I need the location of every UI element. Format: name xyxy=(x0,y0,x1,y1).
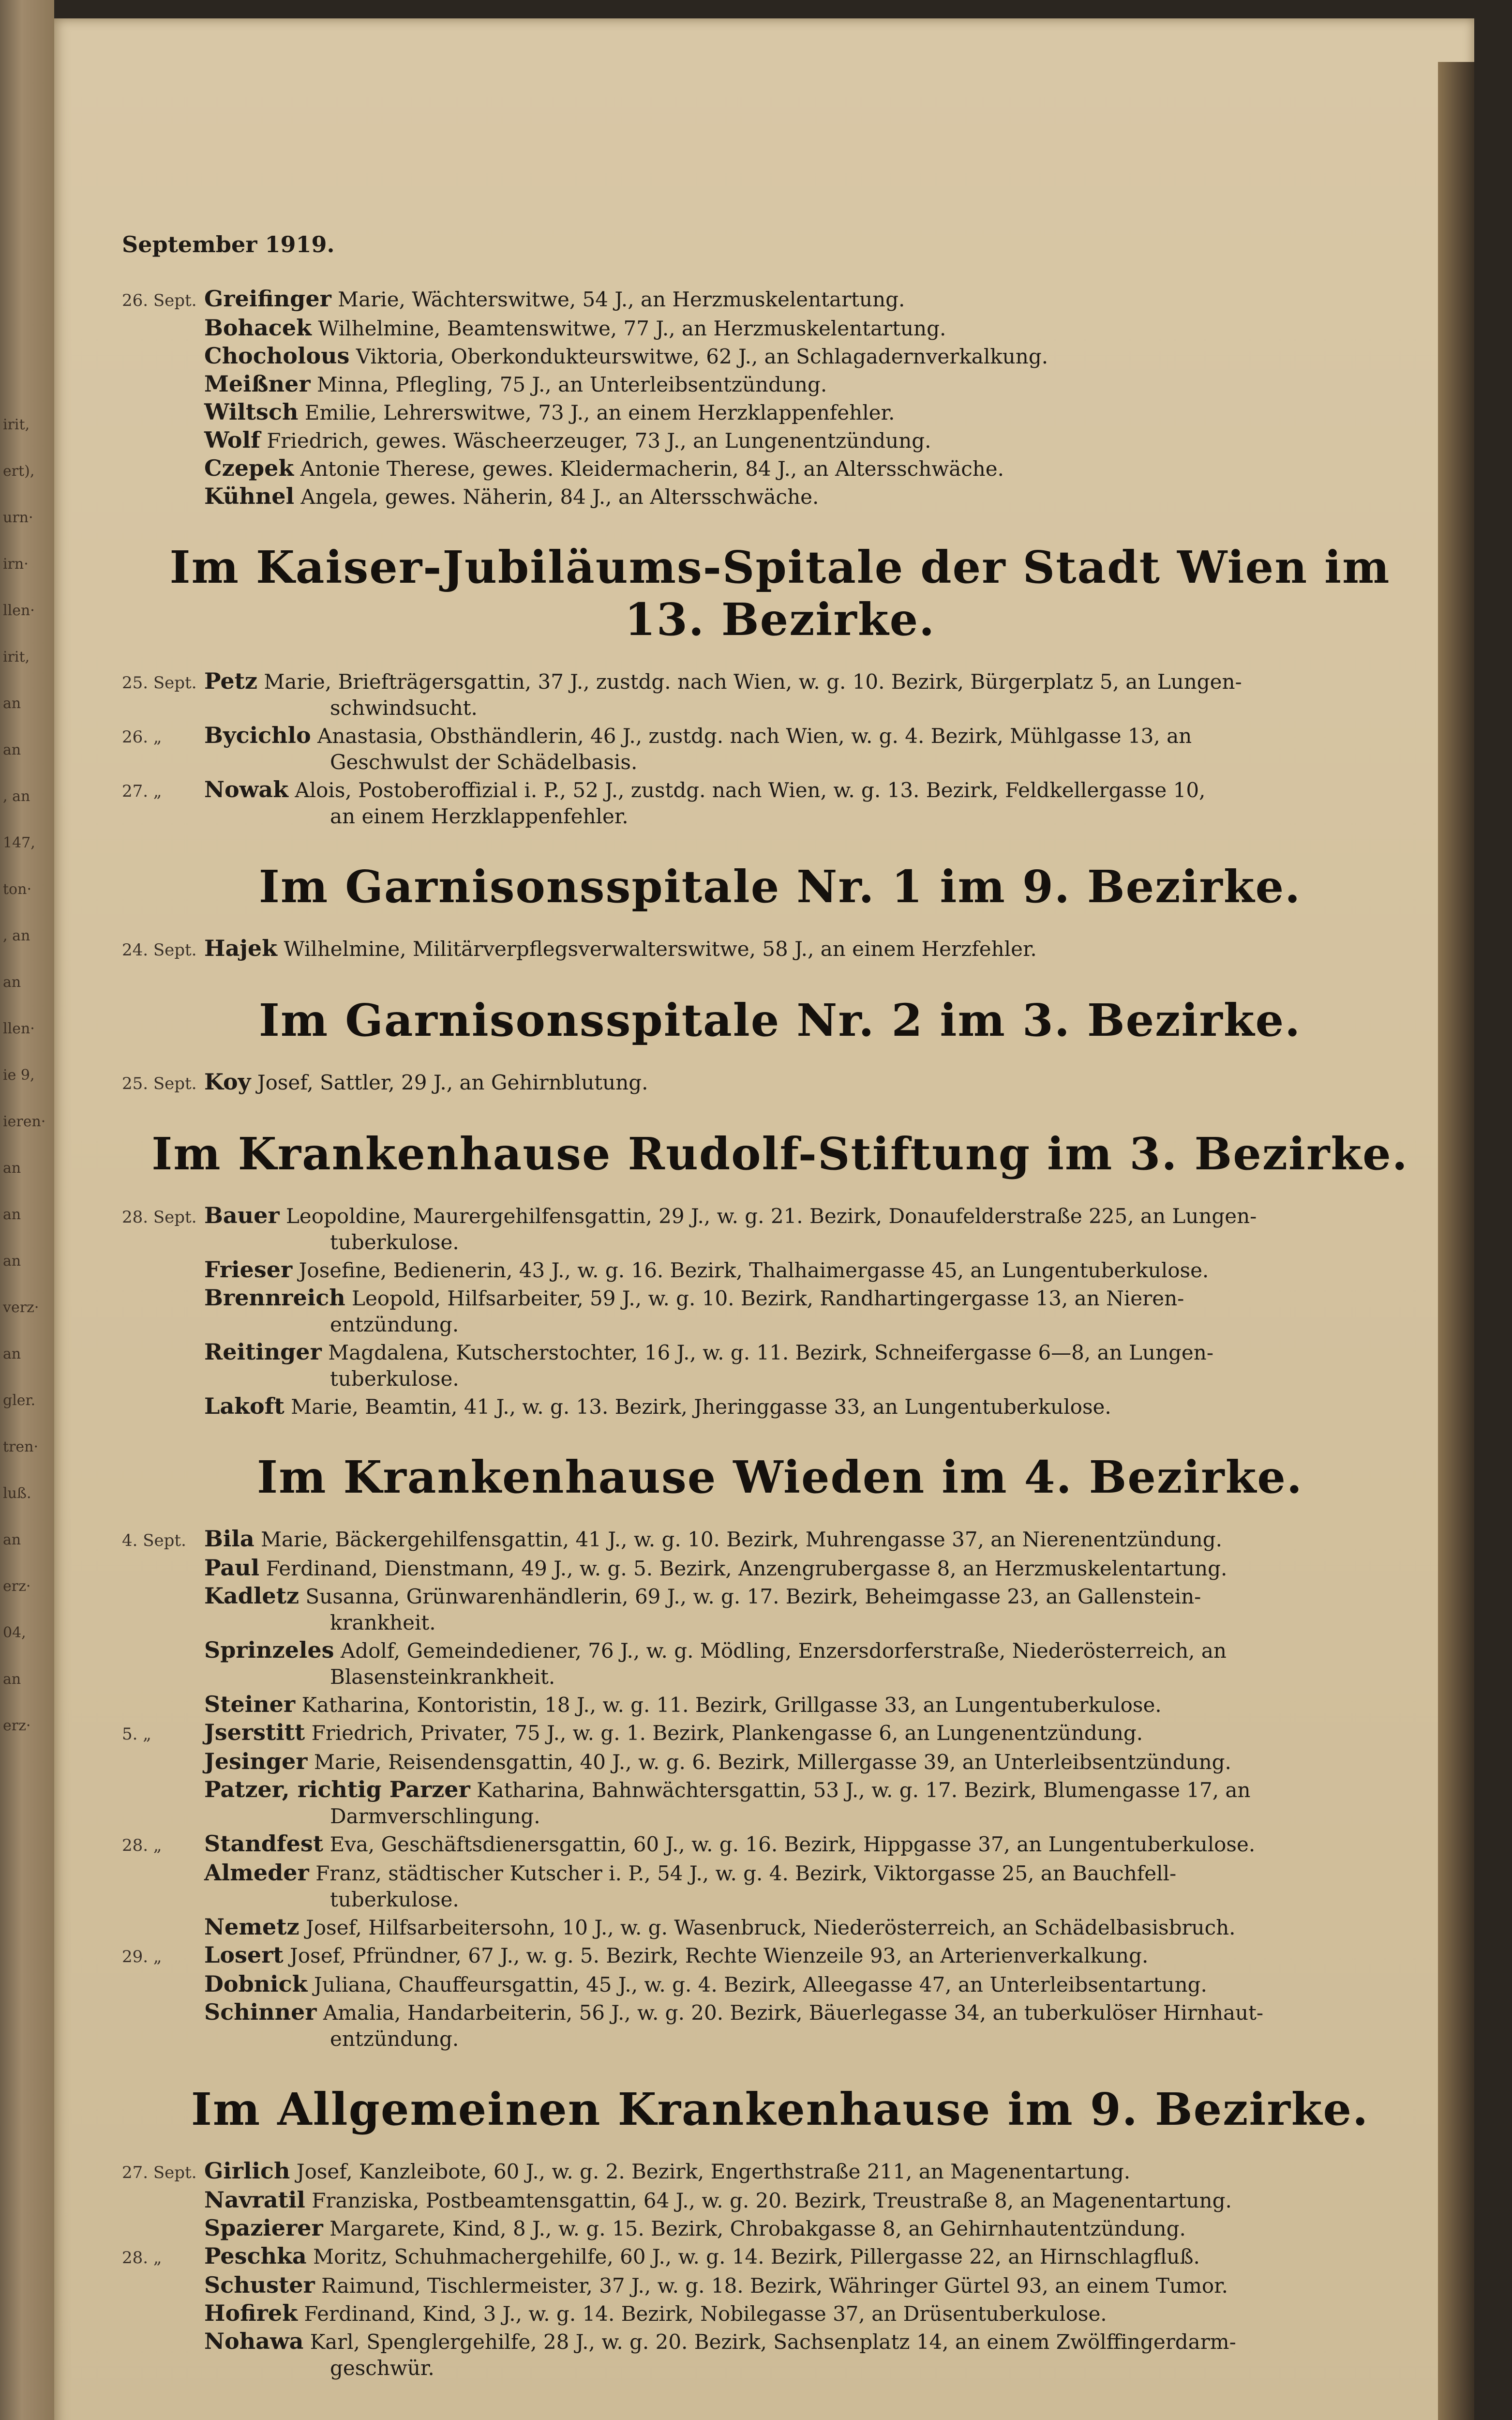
death-entry xyxy=(122,1526,1438,1554)
margin-fragment: llen· xyxy=(3,602,35,619)
entry-details: Antonie Therese, gewes. Kleidermacherin, 84 J., an Altersschwäche. xyxy=(294,457,1004,481)
entry-surname: Sprinzeles xyxy=(204,1637,334,1663)
entry-details: Adolf, Gemeindediener, 76 J., w. g. Mödling, Enzersdorferstraße, Niederösterreich, an xyxy=(334,1639,1227,1663)
entry-surname: Brennreich xyxy=(204,1285,345,1311)
entry-date xyxy=(122,1555,204,1582)
entry-text xyxy=(204,286,1438,314)
entry-details: Eva, Geschäftsdienersgattin, 60 J., w. g. 16. Bezirk, Hippgasse 37, an Lungentuberkulose. xyxy=(323,1832,1256,1856)
entry-surname: Peschka xyxy=(204,2243,307,2269)
death-entry xyxy=(122,2215,1438,2242)
entry-date xyxy=(122,315,204,342)
entry-text xyxy=(204,1860,1438,1913)
death-entry xyxy=(122,668,1438,721)
death-entry xyxy=(122,1776,1438,1830)
death-entry xyxy=(122,2187,1438,2214)
death-entry xyxy=(122,1637,1438,1690)
entry-date xyxy=(122,2300,204,2327)
entry-surname: Bauer xyxy=(204,1202,280,1228)
margin-fragment: erz· xyxy=(3,1717,31,1734)
page-content xyxy=(122,231,1438,2393)
entry-text xyxy=(204,427,1438,454)
death-entry xyxy=(122,1069,1438,1097)
entry-details: Emilie, Lehrerswitwe, 73 J., an einem Herzklappenfehler. xyxy=(298,401,895,424)
section-title: Im Krankenhause Wieden im 4. Bezirke. xyxy=(257,1451,1303,1503)
entry-text xyxy=(204,399,1438,426)
entry-details: Josef, Pfründner, 67 J., w. g. 5. Bezirk, Rechte Wienzeile 93, an Arterienverkalkung. xyxy=(283,1944,1149,1967)
margin-fragment: ton· xyxy=(3,881,31,898)
section-title: Im Kaiser-Jubiläums-Spitale der Stadt Wien im 13. Bezirke. xyxy=(169,541,1391,646)
entry-details: Friedrich, gewes. Wäscheerzeuger, 73 J., an Lungenentzündung. xyxy=(260,429,931,453)
entry-date xyxy=(122,1691,204,1718)
death-entry xyxy=(122,1555,1438,1582)
entry-surname: Wolf xyxy=(204,427,260,453)
entry-details: Wilhelmine, Militärverpflegsverwalterswitwe, 58 J., an einem Herzfehler. xyxy=(277,937,1037,961)
entry-surname: Bycichlo xyxy=(204,722,311,748)
entry-surname: Navratil xyxy=(204,2187,305,2213)
entry-continuation: entzündung. xyxy=(330,2027,459,2051)
entry-surname: Nowak xyxy=(204,776,289,802)
section-title: Im Garnisonsspitale Nr. 2 im 3. Bezirke. xyxy=(258,994,1302,1046)
entry-details: Susanna, Grünwarenhändlerin, 69 J., w. g. 17. Bezirk, Beheimgasse 23, an Gallenstein- xyxy=(299,1585,1201,1608)
death-entry xyxy=(122,776,1438,830)
death-entry xyxy=(122,1999,1438,2052)
entry-text xyxy=(204,315,1438,342)
entry-details: Magdalena, Kutscherstochter, 16 J., w. g. 11. Bezirk, Schneifergasse 6—8, an Lungen- xyxy=(321,1341,1214,1364)
entry-surname: Wiltsch xyxy=(204,399,299,425)
entry-surname: Standfest xyxy=(204,1830,324,1857)
entry-date xyxy=(122,371,204,398)
entry-text xyxy=(204,1285,1438,1338)
entry-date xyxy=(122,455,204,482)
entry-text xyxy=(204,1719,1438,1747)
entry-date: 26. Sept. xyxy=(122,291,197,310)
entry-details: Marie, Reisendensgattin, 40 J., w. g. 6. Bezirk, Millergasse 39, an Unterleibsentzündung. xyxy=(307,1750,1231,1774)
entry-surname: Schinner xyxy=(204,1999,317,2025)
entry-date: 4. Sept. xyxy=(122,1531,186,1550)
margin-fragment: gler. xyxy=(3,1392,36,1409)
death-entry xyxy=(122,455,1438,482)
entry-date: 24. Sept. xyxy=(122,940,197,960)
entry-date xyxy=(122,483,204,510)
entry-date: 25. Sept. xyxy=(122,673,197,693)
entry-text xyxy=(204,2272,1438,2299)
margin-fragment: an xyxy=(3,1671,21,1688)
entry-text xyxy=(204,1776,1438,1830)
entry-details: Amalia, Handarbeiterin, 56 J., w. g. 20. Bezirk, Bäuerlegasse 34, an tuberkulöser Hirnhaut- xyxy=(316,2001,1264,2025)
entry-details: Josef, Hilfsarbeitersohn, 10 J., w. g. Wasenbruck, Niederösterreich, an Schädelbasisbruch. xyxy=(299,1916,1236,1939)
entry-details: Josefine, Bedienerin, 43 J., w. g. 16. Bezirk, Thalhaimergasse 45, an Lungentuberkulose. xyxy=(292,1258,1209,1282)
entry-date: 27. „ xyxy=(122,782,162,801)
entry-surname: Jserstitt xyxy=(204,1719,305,1745)
entry-surname: Steiner xyxy=(204,1691,296,1717)
month-header: September 1919. xyxy=(122,231,335,257)
death-entry xyxy=(122,399,1438,426)
entry-details: Leopold, Hilfsarbeiter, 59 J., w. g. 10. Bezirk, Randhartingergasse 13, an Nieren- xyxy=(345,1286,1184,1310)
death-entry xyxy=(122,343,1438,370)
sections-container xyxy=(122,286,1438,2393)
entry-date xyxy=(122,399,204,426)
entry-date xyxy=(122,1583,204,1636)
entry-continuation: Darmverschlingung. xyxy=(330,1804,540,1828)
entry-details: Raimund, Tischlermeister, 37 J., w. g. 18. Bezirk, Währinger Gürtel 93, an einem Tumor. xyxy=(314,2274,1228,2298)
entry-details: Ferdinand, Kind, 3 J., w. g. 14. Bezirk, Nobilegasse 37, an Drüsentuberkulose. xyxy=(297,2302,1107,2326)
entry-text xyxy=(204,1583,1438,1636)
entry-date: 28. Sept. xyxy=(122,1208,197,1227)
entry-text xyxy=(204,483,1438,510)
entry-details: Karl, Spenglergehilfe, 28 J., w. g. 20. Bezirk, Sachsenplatz 14, an einem Zwölffingerdarm- xyxy=(303,2330,1236,2354)
entry-text xyxy=(204,1748,1438,1775)
death-entry xyxy=(122,1830,1438,1859)
entry-details: Viktoria, Oberkondukteurswitwe, 62 J., an Schlagadernverkalkung. xyxy=(349,345,1048,368)
death-entry xyxy=(122,1971,1438,1998)
entry-details: Minna, Pflegling, 75 J., an Unterleibsentzündung. xyxy=(310,373,827,396)
entry-text xyxy=(204,1942,1438,1970)
entry-details: Katharina, Bahnwächtersgattin, 53 J., w. g. 17. Bezirk, Blumengasse 17, an xyxy=(470,1778,1251,1802)
entry-surname: Chocholous xyxy=(204,343,350,369)
entry-surname: Petz xyxy=(204,668,257,694)
entry-date xyxy=(122,1860,204,1913)
entry-surname: Koy xyxy=(204,1069,251,1095)
entry-continuation: tuberkulose. xyxy=(330,1888,459,1911)
section-gap xyxy=(122,511,1438,522)
entry-text xyxy=(204,1914,1438,1941)
death-entry xyxy=(122,286,1438,314)
death-entry xyxy=(122,1719,1438,1747)
entry-text xyxy=(204,1339,1438,1392)
entry-text xyxy=(204,1971,1438,1998)
entry-text xyxy=(204,371,1438,398)
entry-date: 29. „ xyxy=(122,1947,162,1966)
entry-date xyxy=(122,1999,204,2052)
margin-fragment: tren· xyxy=(3,1438,39,1455)
entry-surname: Hofirek xyxy=(204,2300,298,2326)
entry-details: Alois, Postoberoffizial i. P., 52 J., zustdg. nach Wien, w. g. 13. Bezirk, Feldkellergasse 10, xyxy=(288,778,1206,802)
section-title: Im Garnisonsspitale Nr. 1 im 9. Bezirke. xyxy=(258,861,1302,913)
section-gap xyxy=(122,2053,1438,2064)
entry-date xyxy=(122,1776,204,1830)
entry-text xyxy=(204,455,1438,482)
entry-details: Marie, Briefträgersgattin, 37 J., zustdg. nach Wien, w. g. 10. Bezirk, Bürgerplatz 5, an Lungen- xyxy=(257,670,1242,694)
entry-details: Angela, gewes. Näherin, 84 J., an Altersschwäche. xyxy=(294,485,819,509)
death-entry xyxy=(122,427,1438,454)
death-entry xyxy=(122,1202,1438,1255)
entry-details: Katharina, Kontoristin, 18 J., w. g. 11. Bezirk, Grillgasse 33, an Lungentuberkulose. xyxy=(295,1693,1162,1717)
margin-fragment: an xyxy=(3,1346,21,1362)
margin-fragment: ie 9, xyxy=(3,1067,35,1084)
entry-surname: Patzer, richtig Parzer xyxy=(204,1776,470,1802)
entry-date: 25. Sept. xyxy=(122,1074,197,1093)
entry-date: 5. „ xyxy=(122,1724,151,1744)
margin-fragment: an xyxy=(3,695,21,712)
margin-fragment: verz· xyxy=(3,1299,39,1316)
entry-date xyxy=(122,1637,204,1690)
death-entry xyxy=(122,315,1438,342)
entry-text xyxy=(204,2158,1438,2186)
margin-fragment: erz· xyxy=(3,1578,31,1595)
entry-surname: Greifinger xyxy=(204,286,331,312)
entry-text xyxy=(204,1999,1438,2052)
entry-details: Franziska, Postbeamtensgattin, 64 J., w. g. 20. Bezirk, Treustraße 8, an Magenentartung. xyxy=(305,2189,1232,2212)
entry-continuation: an einem Herzklappenfehler. xyxy=(330,804,629,828)
entry-details: Franz, städtischer Kutscher i. P., 54 J., w. g. 4. Bezirk, Viktorgasse 25, an Bauchfell- xyxy=(309,1861,1177,1885)
left-page-spine xyxy=(0,0,54,2420)
margin-fragment: an xyxy=(3,974,21,991)
entry-text xyxy=(204,1830,1438,1859)
entry-text xyxy=(204,935,1438,963)
death-entry xyxy=(122,1914,1438,1941)
entry-text xyxy=(204,668,1438,721)
entry-text xyxy=(204,1526,1438,1554)
margin-fragment: an xyxy=(3,1253,21,1270)
entry-surname: Hajek xyxy=(204,935,278,961)
death-entry xyxy=(122,2158,1438,2186)
entry-continuation: geschwür. xyxy=(330,2356,434,2380)
entry-text xyxy=(204,1691,1438,1718)
entry-details: Moritz, Schuhmachergehilfe, 60 J., w. g. 14. Bezirk, Pillergasse 22, an Hirnschlagfluß. xyxy=(306,2245,1200,2269)
death-entry xyxy=(122,2272,1438,2299)
death-entry xyxy=(122,2300,1438,2327)
death-entry xyxy=(122,1942,1438,1970)
entry-date: 28. „ xyxy=(122,1836,162,1855)
margin-fragment: irit, xyxy=(3,649,30,666)
entry-date xyxy=(122,2187,204,2214)
death-entry xyxy=(122,1691,1438,1718)
margin-fragment: irn· xyxy=(3,556,29,573)
margin-fragment: llen· xyxy=(3,1020,35,1037)
entry-details: Wilhelmine, Beamtenswitwe, 77 J., an Herzmuskelentartung. xyxy=(311,317,946,340)
entry-date xyxy=(122,2272,204,2299)
entry-text xyxy=(204,722,1438,775)
death-entry xyxy=(122,2243,1438,2271)
entry-date xyxy=(122,1914,204,1941)
entry-date xyxy=(122,2328,204,2381)
death-entry xyxy=(122,1860,1438,1913)
entry-date xyxy=(122,1971,204,1998)
entry-surname: Paul xyxy=(204,1555,260,1581)
entry-surname: Girlich xyxy=(204,2158,290,2184)
entry-text xyxy=(204,2243,1438,2271)
document-page xyxy=(54,18,1474,2420)
death-entry xyxy=(122,1256,1438,1284)
entry-continuation: krankheit. xyxy=(330,1611,436,1634)
death-entry xyxy=(122,935,1438,963)
entry-surname: Dobnick xyxy=(204,1971,308,1997)
entry-date xyxy=(122,1748,204,1775)
entry-details: Marie, Beamtin, 41 J., w. g. 13. Bezirk, Jheringgasse 33, an Lungentuberkulose. xyxy=(284,1395,1111,1419)
entry-surname: Spazierer xyxy=(204,2215,323,2241)
entry-surname: Czepek xyxy=(204,455,294,481)
entry-date xyxy=(122,2215,204,2242)
entry-text xyxy=(204,1637,1438,1690)
margin-fragment: urn· xyxy=(3,509,33,526)
section-gap xyxy=(122,831,1438,841)
entry-surname: Kühnel xyxy=(204,483,295,509)
entry-details: Margarete, Kind, 8 J., w. g. 15. Bezirk, Chrobakgasse 8, an Gehirnhautentzündung. xyxy=(323,2217,1186,2240)
entry-text xyxy=(204,2300,1438,2327)
entry-surname: Nemetz xyxy=(204,1914,299,1940)
entry-date: 27. Sept. xyxy=(122,2163,197,2182)
entry-details: Ferdinand, Dienstmann, 49 J., w. g. 5. Bezirk, Anzengrubergasse 8, an Herzmuskelentartung. xyxy=(259,1557,1228,1580)
margin-fragment: an xyxy=(3,1160,21,1177)
margin-fragment: an xyxy=(3,741,21,758)
entry-details: Josef, Kanzleibote, 60 J., w. g. 2. Bezirk, Engerthstraße 211, an Magenentartung. xyxy=(290,2160,1131,2183)
death-entry xyxy=(122,1393,1438,1420)
entry-surname: Lakoft xyxy=(204,1393,284,1419)
section-gap xyxy=(122,2382,1438,2393)
entry-surname: Losert xyxy=(204,1942,284,1968)
margin-fragment: ert), xyxy=(3,463,35,480)
entry-date: 28. „ xyxy=(122,2248,162,2268)
entry-details: Marie, Wächterswitwe, 54 J., an Herzmuskelentartung. xyxy=(331,287,905,311)
entry-details: Leopoldine, Maurergehilfensgattin, 29 J., w. g. 21. Bezirk, Donaufelderstraße 225, an Lungen- xyxy=(279,1204,1257,1228)
margin-fragment: an xyxy=(3,1531,21,1548)
entry-surname: Kadletz xyxy=(204,1583,299,1609)
entry-text xyxy=(204,1256,1438,1284)
entry-surname: Meißner xyxy=(204,371,311,397)
entry-surname: Bila xyxy=(204,1526,254,1552)
entry-surname: Nohawa xyxy=(204,2328,304,2354)
entry-surname: Reitinger xyxy=(204,1339,322,1365)
entry-date: 26. „ xyxy=(122,727,162,747)
entry-details: Josef, Sattler, 29 J., an Gehirnblutung. xyxy=(251,1071,648,1094)
section-gap xyxy=(122,964,1438,975)
entry-text xyxy=(204,2187,1438,2214)
entry-continuation: Geschwulst der Schädelbasis. xyxy=(330,750,638,774)
margin-fragment: luß. xyxy=(3,1485,31,1502)
margin-fragment: , an xyxy=(3,788,30,805)
entry-details: Juliana, Chauffeursgattin, 45 J., w. g. 4. Bezirk, Alleegasse 47, an Unterleibsentartung. xyxy=(307,1973,1207,1996)
death-entry xyxy=(122,1285,1438,1338)
entry-details: Friedrich, Privater, 75 J., w. g. 1. Bezirk, Plankengasse 6, an Lungenentzündung. xyxy=(305,1721,1143,1745)
death-entry xyxy=(122,1748,1438,1775)
section-gap xyxy=(122,1421,1438,1432)
entry-surname: Jesinger xyxy=(204,1748,308,1774)
margin-fragment: 147, xyxy=(3,834,35,851)
entry-text xyxy=(204,1069,1438,1097)
entry-date xyxy=(122,427,204,454)
entry-text xyxy=(204,343,1438,370)
margin-fragment: ieren· xyxy=(3,1113,46,1130)
entry-text xyxy=(204,1555,1438,1582)
entry-continuation: tuberkulose. xyxy=(330,1230,459,1254)
margin-fragment: , an xyxy=(3,927,30,944)
entry-continuation: Blasensteinkrankheit. xyxy=(330,1665,555,1689)
entry-date xyxy=(122,1256,204,1284)
entry-text xyxy=(204,2215,1438,2242)
entry-continuation: schwindsucht. xyxy=(330,696,478,720)
death-entry xyxy=(122,483,1438,510)
death-entry xyxy=(122,722,1438,775)
page-edge-right xyxy=(1438,62,1474,2420)
entry-details: Marie, Bäckergehilfensgattin, 41 J., w. g. 10. Bezirk, Muhrengasse 37, an Nierenentzündung. xyxy=(254,1528,1222,1551)
section-gap xyxy=(122,1098,1438,1108)
margin-fragment: an xyxy=(3,1206,21,1223)
entry-date xyxy=(122,1393,204,1420)
death-entry xyxy=(122,2328,1438,2381)
entry-text xyxy=(204,1202,1438,1255)
section-title: Im Allgemeinen Krankenhause im 9. Bezirke. xyxy=(191,2083,1369,2135)
entry-date xyxy=(122,1285,204,1338)
entry-continuation: tuberkulose. xyxy=(330,1367,459,1391)
section-title: Im Krankenhause Rudolf-Stiftung im 3. Bezirke. xyxy=(151,1128,1408,1180)
death-entry xyxy=(122,1583,1438,1636)
death-entry xyxy=(122,1339,1438,1392)
entry-details: Anastasia, Obsthändlerin, 46 J., zustdg. nach Wien, w. g. 4. Bezirk, Mühlgasse 13, an xyxy=(311,724,1192,748)
entry-text xyxy=(204,2328,1438,2381)
margin-fragment: 04, xyxy=(3,1624,26,1641)
entry-text xyxy=(204,776,1438,830)
entry-surname: Frieser xyxy=(204,1256,293,1283)
entry-surname: Almeder xyxy=(204,1860,309,1886)
entry-surname: Schuster xyxy=(204,2272,315,2298)
death-entry xyxy=(122,371,1438,398)
margin-fragment: irit, xyxy=(3,416,30,433)
entry-date xyxy=(122,343,204,370)
entry-continuation: entzündung. xyxy=(330,1313,459,1336)
entry-text xyxy=(204,1393,1438,1420)
entry-date xyxy=(122,1339,204,1392)
entry-surname: Bohacek xyxy=(204,315,312,341)
